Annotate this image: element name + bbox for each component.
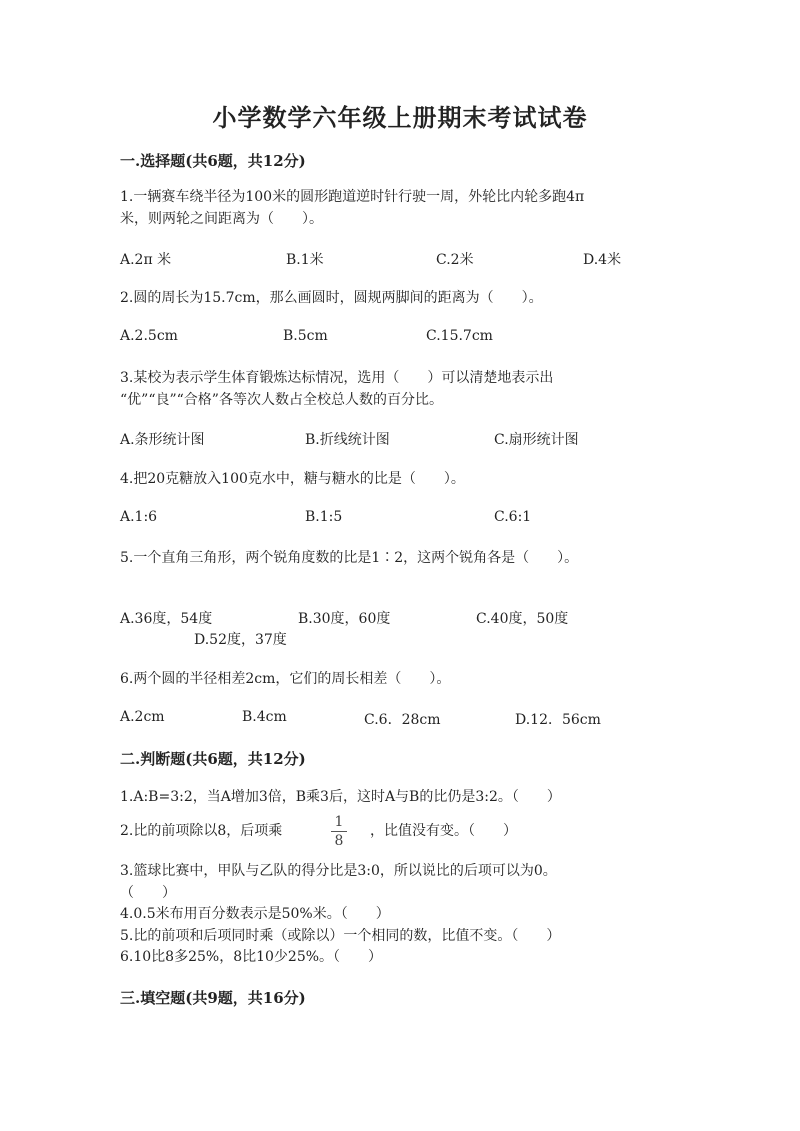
question-1-option-d: D.4米: [583, 252, 622, 268]
question-1-text-line1: 1.一辆赛车绕半径为100米的圆形跑道逆时针行驶一周，外轮比内轮多跑4π: [120, 189, 585, 205]
question-5-option-b: B.30度，60度: [298, 611, 391, 627]
section-heading-choice: 一.选择题(共6题，共12分): [120, 152, 306, 170]
judge-6-text: 6.10比8多25%，8比10少25%。（ ）: [120, 949, 383, 965]
question-2-option-b: B.5cm: [283, 328, 328, 344]
question-6-option-d: D.12．56cm: [515, 712, 601, 728]
question-5-option-d: D.52度，37度: [194, 632, 287, 648]
question-3-option-b: B.折线统计图: [305, 432, 390, 448]
question-3-text-line1: 3.某校为表示学生体育锻炼达标情况，选用（ ）可以清楚地表示出: [120, 370, 554, 386]
fraction-bar: [331, 831, 347, 832]
judge-3-text-line1: 3.篮球比赛中，甲队与乙队的得分比是3:0，所以说比的后项可以为0。: [120, 863, 557, 879]
question-1-text-line2: 米，则两轮之间距离为（ ）。: [120, 211, 323, 227]
question-4-option-a: A.1:6: [120, 509, 158, 525]
question-1-option-a: A.2π 米: [120, 252, 172, 268]
question-6-text: 6.两个圆的半径相差2cm，它们的周长相差（ ）。: [120, 671, 451, 687]
judge-2-text-before: 2.比的前项除以8，后项乘: [120, 823, 283, 839]
question-2-option-c: C.15.7cm: [426, 328, 493, 344]
section-heading-judge: 二.判断题(共6题，共12分): [120, 750, 306, 768]
question-4-text: 4.把20克糖放入100克水中，糖与糖水的比是（ ）。: [120, 471, 465, 487]
question-5-option-c: C.40度，50度: [476, 611, 569, 627]
question-4-option-b: B.1:5: [305, 509, 343, 525]
question-1-option-c: C.2米: [436, 252, 474, 268]
judge-1-text: 1.A:B=3:2，当A增加3倍，B乘3后，这时A与B的比仍是3:2。（ ）: [120, 789, 561, 805]
section-heading-fill: 三.填空题(共9题，共16分): [120, 989, 306, 1007]
question-5-text: 5.一个直角三角形，两个锐角度数的比是1∶2，这两个锐角各是（ ）。: [120, 550, 579, 566]
judge-3-text-line2: （ ）: [120, 885, 176, 901]
page-title: 小学数学六年级上册期末考试试卷: [212, 103, 588, 132]
fraction-numerator: 1: [334, 814, 344, 830]
question-2-text: 2.圆的周长为15.7cm，那么画圆时，圆规两脚间的距离为（ ）。: [120, 290, 543, 306]
judge-4-text: 4.0.5米布用百分数表示是50%米。（ ）: [120, 906, 390, 922]
judge-2-fraction: [331, 814, 347, 849]
question-6-option-c: C.6．28cm: [364, 712, 441, 728]
question-1-option-b: B.1米: [286, 252, 324, 268]
question-4-option-c: C.6:1: [494, 509, 532, 525]
question-3-option-a: A.条形统计图: [120, 432, 205, 448]
question-6-option-a: A.2cm: [120, 709, 165, 725]
question-2-option-a: A.2.5cm: [120, 328, 178, 344]
fraction-denominator: 8: [334, 833, 344, 849]
judge-5-text: 5.比的前项和后项同时乘（或除以）一个相同的数，比值不变。（ ）: [120, 928, 561, 944]
question-5-option-a: A.36度，54度: [120, 611, 213, 627]
question-6-option-b: B.4cm: [242, 709, 287, 725]
judge-2-text-after: ，比值没有变。（ ）: [370, 823, 517, 839]
question-3-option-c: C.扇形统计图: [494, 432, 579, 448]
question-3-text-line2: “优”“良”“合格”各等次人数占全校总人数的百分比。: [120, 392, 443, 408]
